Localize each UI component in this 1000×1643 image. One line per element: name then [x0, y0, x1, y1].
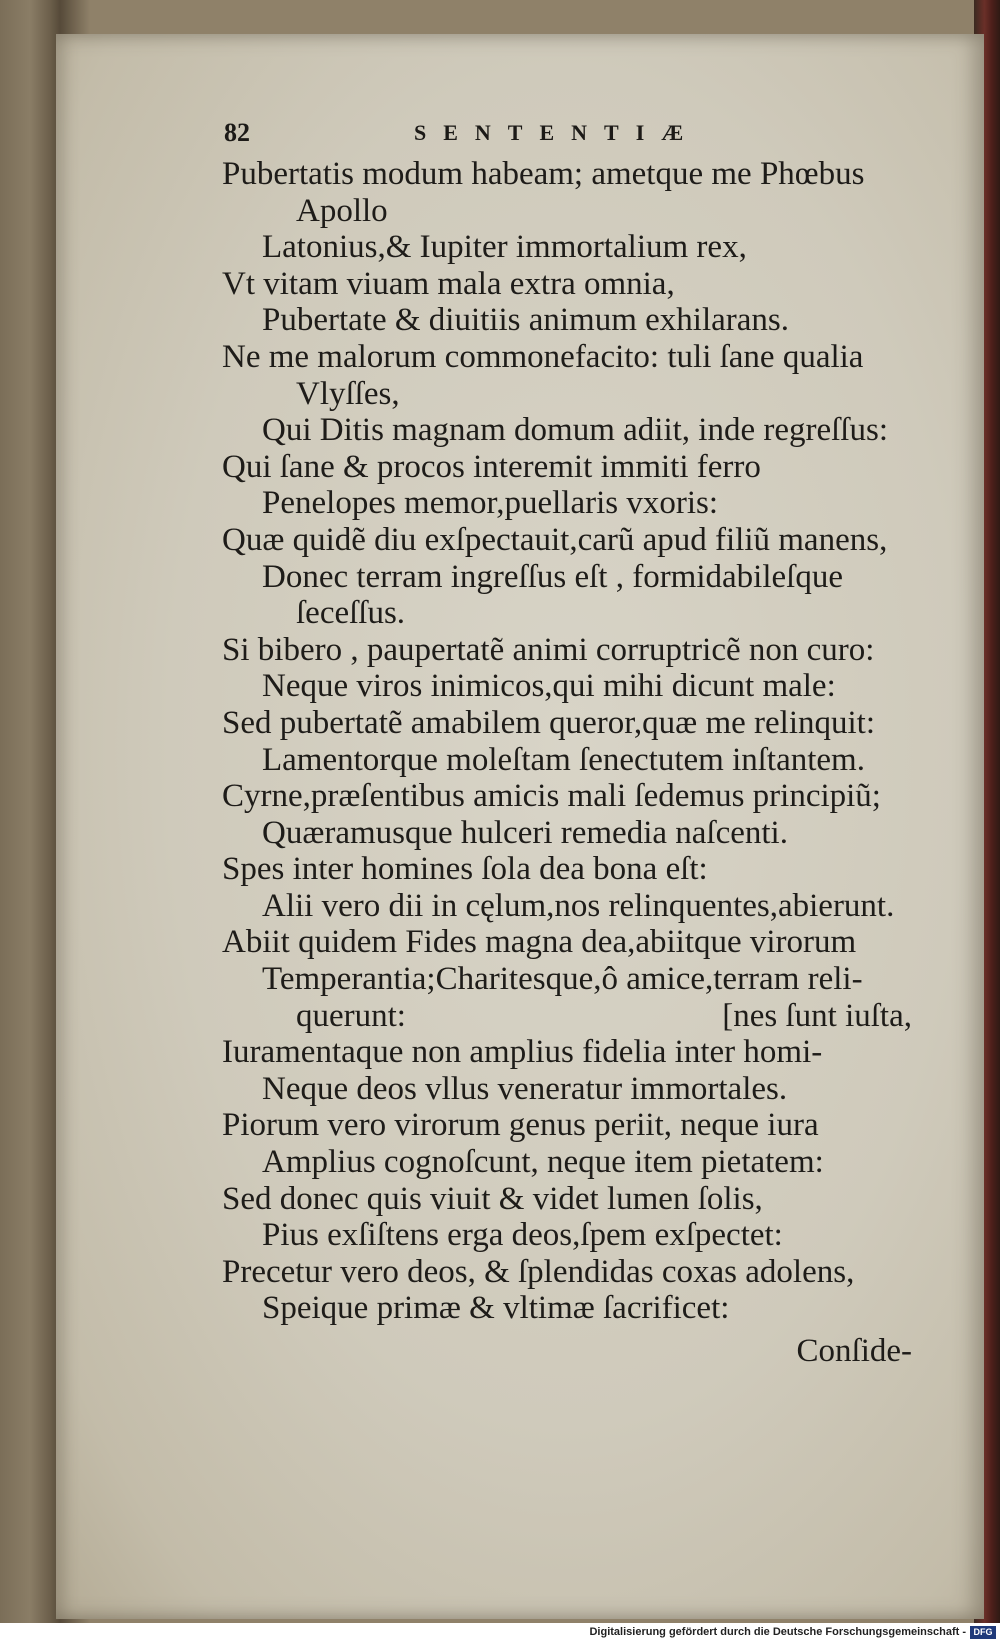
- running-title: SENTENTIÆ: [414, 120, 701, 145]
- text-line: Qui Ditis magnam domum adiit, inde regreſſus:: [262, 412, 888, 449]
- text-line: Vlyſſes,: [296, 375, 400, 412]
- text-line: Vt vitam viuam mala extra omnia,: [222, 265, 675, 302]
- text-line: Pius exſiſtens erga deos,ſpem exſpectet:: [262, 1217, 783, 1254]
- text-line: Latonius,& Iupiter immortalium rex,: [262, 229, 747, 266]
- funding-credit: Digitalisierung gefördert durch die Deutsche Forschungsgemeinschaft -: [589, 1626, 966, 1638]
- text-line: Spes inter homines ſola dea bona eſt:: [222, 851, 708, 888]
- text-line: Alii vero dii in cęlum,nos relinquentes,abierunt.: [262, 887, 895, 924]
- verse-text: [222, 156, 922, 1370]
- text-line: Speique primæ & vltimæ ſacrificet:: [262, 1290, 730, 1327]
- text-line: Si bibero , paupertatẽ animi corruptricẽ non curo:: [222, 631, 875, 668]
- text-line: Apollo: [296, 192, 388, 229]
- text-line: Qui ſane & procos interemit immiti ferro: [222, 448, 761, 485]
- text-line: Pubertatis modum habeam; ametque me Phœbus: [222, 156, 865, 192]
- text-line: Pubertate & diuitiis animum exhilarans.: [262, 302, 789, 339]
- text-line: Neque deos vllus veneratur immortales.: [262, 1070, 788, 1107]
- text-line: Quæramusque hulceri remedia naſcenti.: [262, 814, 788, 851]
- text-line: ſeceſſus.: [296, 595, 406, 632]
- text-line: Piorum vero virorum genus periit, neque iura: [222, 1107, 819, 1144]
- text-line: Precetur vero deos, & ſplendidas coxas adolens,: [222, 1253, 855, 1290]
- text-line: Ne me malorum commonefacito: tuli ſane qualia: [222, 338, 864, 375]
- page-header: [224, 118, 784, 152]
- text-fragment: [nes ſunt iuſta,: [722, 997, 912, 1034]
- text-line: Penelopes memor,puellaris vxoris:: [262, 485, 719, 522]
- text-line: Sed pubertatẽ amabilem queror,quæ me relinquit:: [222, 704, 875, 741]
- text-line: Amplius cognoſcunt, neque item pietatem:: [262, 1144, 824, 1181]
- text-line: [222, 998, 922, 1035]
- text-line: Iuramentaque non amplius fidelia inter homi-: [222, 1034, 823, 1071]
- catchword: Conſide-: [796, 1333, 912, 1369]
- text-line: Temperantia;Charitesque,ô amice,terram reli-: [262, 961, 863, 998]
- text-fragment: querunt:: [296, 997, 406, 1034]
- text-line: Quæ quidẽ diu exſpectauit,carũ apud filiũ manens,: [222, 521, 888, 558]
- text-line: Sed donec quis viuit & videt lumen ſolis,: [222, 1180, 763, 1217]
- text-line: Cyrne,præſentibus amicis mali ſedemus principiũ;: [222, 778, 881, 815]
- text-line: Donec terram ingreſſus eſt , formidabileſque: [262, 558, 843, 595]
- text-line: Abiit quidem Fides magna dea,abiitque virorum: [222, 924, 857, 961]
- text-line: Neque viros inimicos,qui mihi dicunt male:: [262, 668, 836, 705]
- dfg-logo: DFG: [970, 1626, 996, 1639]
- page-number: 82: [224, 118, 250, 147]
- text-line: Lamentorque moleſtam ſenectutem inſtantem.: [262, 741, 865, 778]
- footer-bar: [0, 1623, 1000, 1643]
